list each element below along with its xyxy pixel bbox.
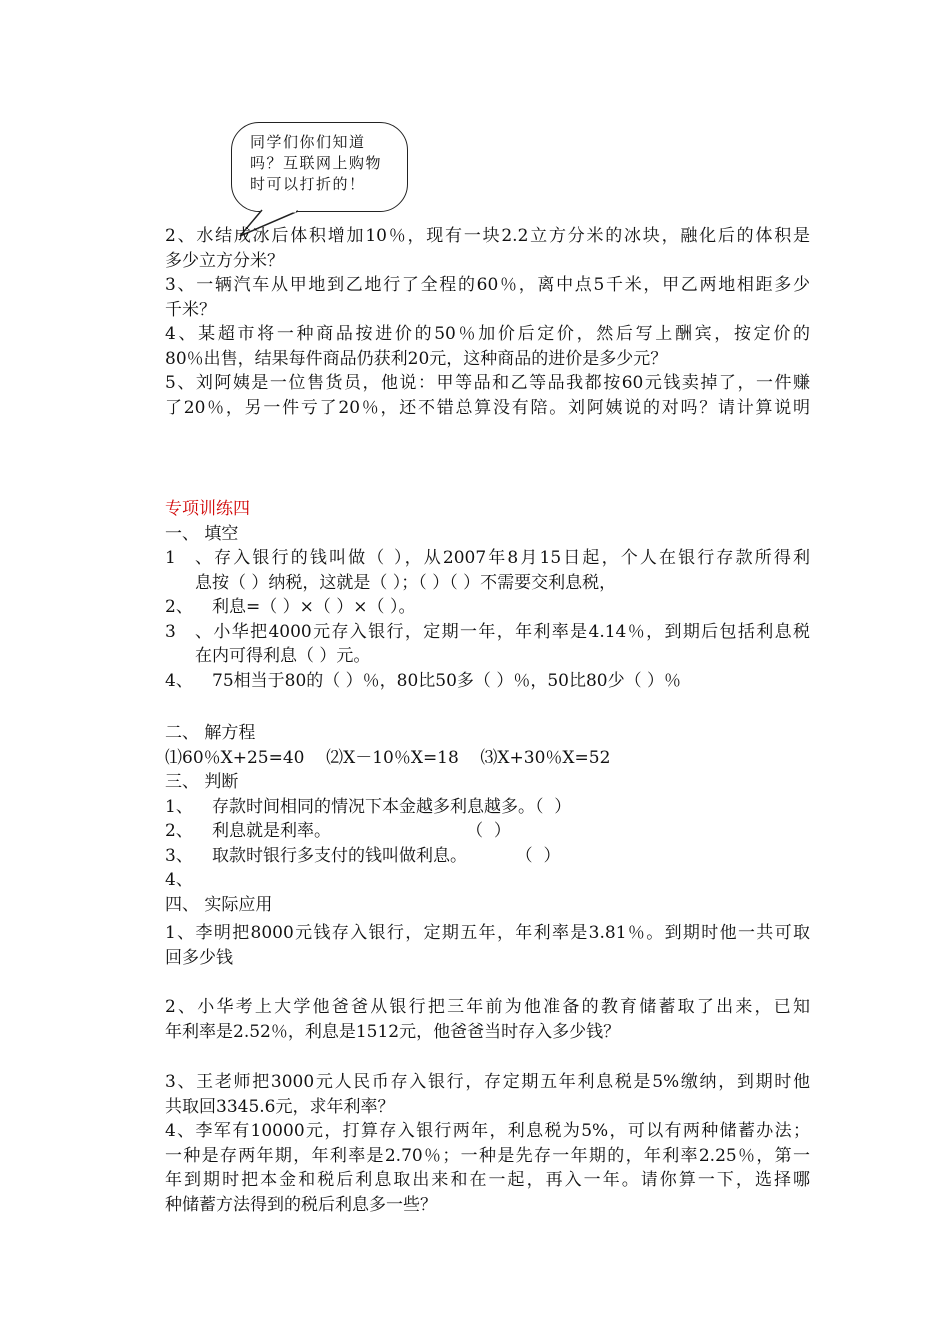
problem-5-line-1: 5、刘阿姨是一位售货员，他说：甲等品和乙等品我都按60元钱卖掉了，一件赚 [165,373,810,393]
training-section [165,497,810,693]
item-text: 利息就是利率。 （ ） [212,821,511,841]
equations-section [165,721,810,917]
item-number: 1、 [165,796,193,817]
item-number: 4、 [165,670,193,691]
judge-item-2 [165,819,810,844]
applied-4-line-2: 一种是存两年期，年利率是2.70％；一种是先存一年期的，年利率2.25％，第一 [165,1145,810,1166]
applied-3-line-2: 共取回3345.6元，求年利率？ [165,1096,395,1117]
item-text: 存入银行的钱叫做（ ），从2007年8月15日起，个人在银行存款所得利 [212,548,810,568]
fill-item-4 [165,669,810,694]
judge-item-4 [165,868,810,893]
item-number: 1、 [165,548,212,568]
item-text: 小华把4000元存入银行，定期一年，年利率是4.14％，到期后包括利息税 [212,621,810,642]
part2-heading: 二、 解方程 [165,723,256,743]
item-number: 2、 [165,597,193,617]
item-number: 4、 [165,870,193,890]
item-text: 75相当于80的（ ）％，80比50多（ ）％，50比80少（ ）％ [212,670,682,691]
judge-item-3 [165,844,810,869]
bubble-tail-icon [0,0,950,260]
applied-4-line-4: 种储蓄方法得到的税后利息多一些？ [165,1194,437,1215]
problem-5-line-2: 了20％，另一件亏了20％，还不错总算没有陪。刘阿姨说的对吗？请计算说明 [165,397,810,418]
problem-4-line-2: 80％出售，结果每件商品仍获利20元，这种商品的进价是多少元？ [165,348,668,369]
applied-problem-3-4 [165,1070,810,1217]
applied-3-line-1: 3、王老师把3000元人民币存入银行，存定期五年利息税是5%缴纳，到期时他 [165,1072,810,1092]
item-number: 2、 [165,821,193,841]
fill-item-1-cont: 息按（ ）纳税，这就是（ ）；（ ）（ ）不需要交利息税， [195,572,617,593]
bubble-line: 时可以打折的！ [250,175,366,193]
problem-2-line-2: 多少立方分米？ [165,250,284,271]
fill-item-3 [165,620,810,645]
applied-4-line-3: 年到期时把本金和税后利息取出来和在一起，再入一年。请你算一下，选择哪 [165,1170,810,1190]
applied-4-line-1: 4、李军有10000元，打算存入银行两年，利息税为5%，可以有两种储蓄办法； [165,1121,810,1141]
applied-1-line-1: 1、李明把8000元钱存入银行，定期五年，年利率是3.81％。到期时他一共可取 [165,923,810,943]
item-number: 3、 [165,845,193,866]
item-text: 取款时银行多支付的钱叫做利息。 （ ） [212,845,561,866]
part3-heading: 三、 判断 [165,772,239,792]
item-text: 存款时间相同的情况下本金越多利息越多。（ ） [212,796,572,817]
equations-line: ⑴60％X+25=40 ⑵X－10％X=18 ⑶X+30％X=52 [165,747,611,768]
item-text: 利息=（ ）×（ ）×（ ）。 [212,597,416,617]
fill-item-1 [165,546,810,571]
applied-2-line-2: 年利率是2.52％，利息是1512元，他爸爸当时存入多少钱？ [165,1021,621,1042]
bubble-line: 吗？互联网上购物 [250,154,383,172]
problem-3-line-1: 3、一辆汽车从甲地到乙地行了全程的60％，离中点5千米，甲乙两地相距多少 [165,275,810,295]
fill-item-2 [165,595,810,620]
bubble-line: 同学们你们知道 [250,133,366,151]
part4-heading: 四、 实际应用 [165,894,273,915]
problems-top [165,224,810,420]
section-title: 专项训练四 [165,499,250,519]
applied-2-line-1: 2、小华考上大学他爸爸从银行把三年前为他准备的教育储蓄取了出来，已知 [165,997,810,1017]
applied-1-line-2: 回多少钱 [165,947,233,968]
item-number: 3、 [165,621,212,642]
fill-item-3-cont: 在内可得利息（ ）元。 [195,646,371,666]
judge-item-1 [165,795,810,820]
applied-problems [165,921,810,970]
applied-problem-2 [165,995,810,1044]
problem-2-line-1: 2、水结成冰后体积增加10％，现有一块2.2立方分米的冰块，融化后的体积是 [165,226,810,246]
problem-4-line-1: 4、某超市将一种商品按进价的50％加价后定价，然后写上酬宾，按定价的 [165,324,810,344]
part1-heading: 一、 填空 [165,523,239,544]
problem-3-line-2: 千米？ [165,299,216,320]
